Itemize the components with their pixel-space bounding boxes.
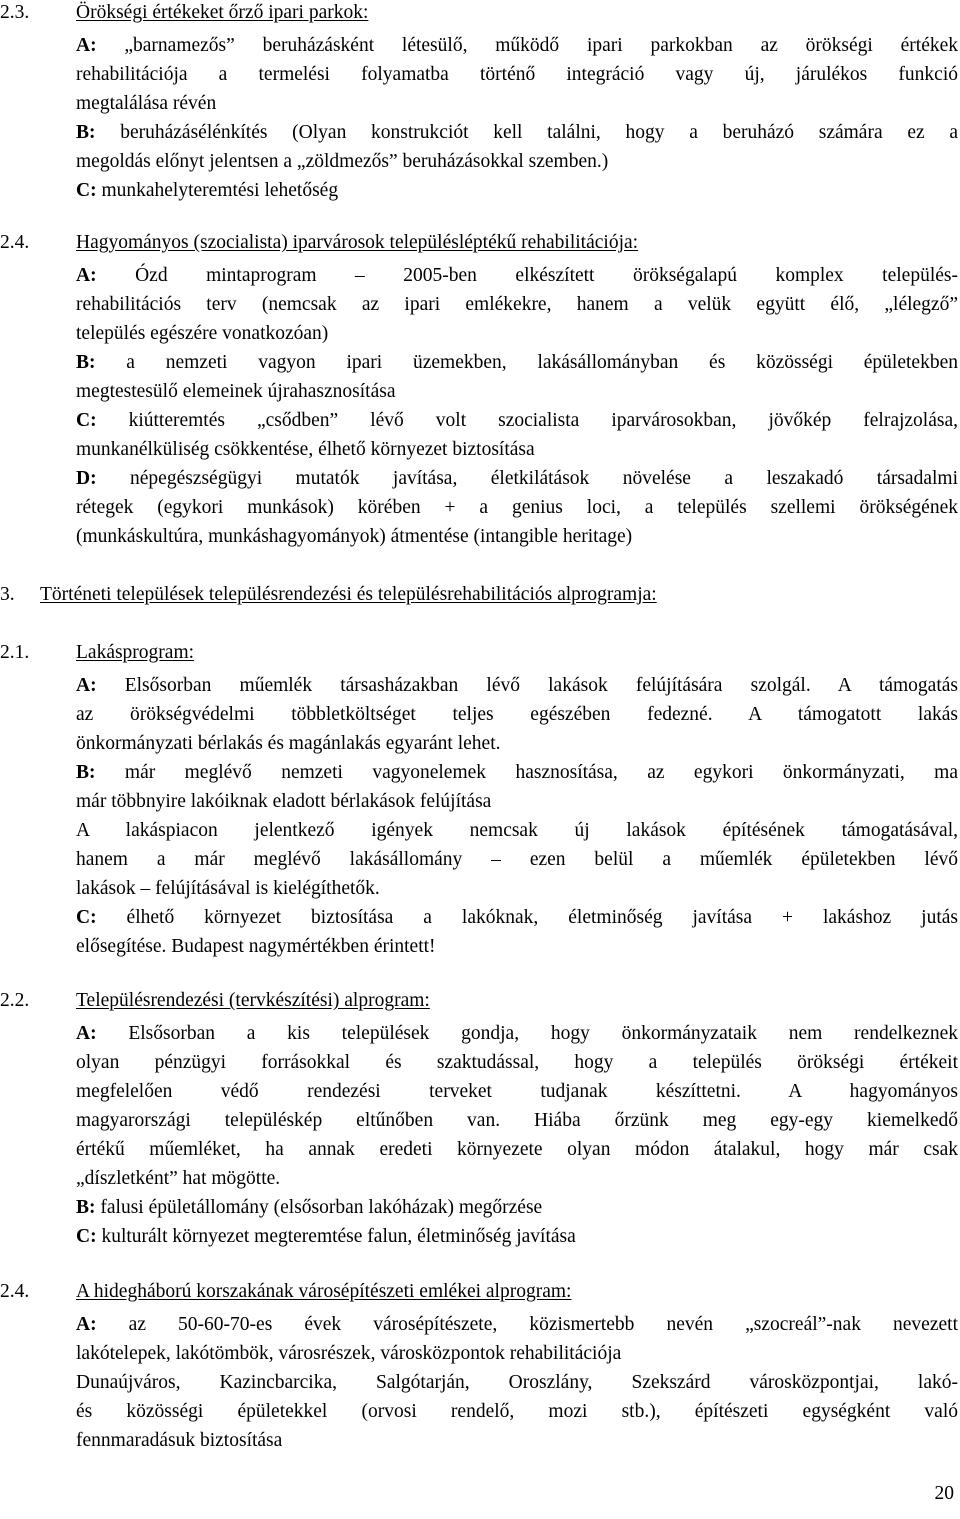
section-title: Településrendezési (tervkészítési) alprogram: <box>76 990 430 1011</box>
text-line: B: falusi épületállomány (elsősorban lakóházak) megőrzése <box>76 1197 543 1218</box>
text-line: elősegítése. Budapest nagymértékben érintett! <box>76 936 436 957</box>
text-line: rehabilitációs terv (nemcsak az ipari emlékekre, hanem a velük együtt élő, „lélegző” <box>76 294 958 315</box>
section-body <box>76 31 958 205</box>
text-line: C: kulturált környezet megteremtése falun, életminőség javítása <box>76 1226 576 1247</box>
section-body <box>76 1310 958 1455</box>
section-title: Örökségi értékeket őrző ipari parkok: <box>76 2 369 23</box>
section-body <box>76 671 958 961</box>
text-line: olyan pénzügyi forrásokkal és szaktudással, hogy a település örökségi értékeit <box>76 1052 958 1073</box>
section-title: Hagyományos (szocialista) iparvárosok településléptékű rehabilitációja: <box>76 232 639 253</box>
text-line: rehabilitációja a termelési folyamatba történő integráció vagy új, járulékos funkció <box>76 64 958 85</box>
text-line: értékű műemléket, ha annak eredeti környezete olyan módon átalakul, hogy már csak <box>76 1139 958 1160</box>
section-title: Lakásprogram: <box>76 642 195 663</box>
section-number: 2.1. <box>0 642 30 663</box>
page-number: 20 <box>934 1483 954 1504</box>
section-number: 3. <box>0 584 15 605</box>
text-line: B: a nemzeti vagyon ipari üzemekben, lakásállományban és közösségi épületekben <box>76 352 958 373</box>
section-title: A hidegháború korszakának városépítészeti emlékei alprogram: <box>76 1281 572 1302</box>
text-line: munkanélküliség csökkentése, élhető környezet biztosítása <box>76 439 535 460</box>
text-line: A lakáspiacon jelentkező igények nemcsak új lakások építésének támogatásával, <box>76 820 958 841</box>
section-number: 2.4. <box>0 1281 30 1302</box>
text-line: az örökségvédelmi többletköltséget teljes egészében fedezné. A támogatott lakás <box>76 704 958 725</box>
text-line: megtalálása révén <box>76 93 217 114</box>
text-line: már többnyire lakóiknak eladott bérlakások felújítása <box>76 791 492 812</box>
text-line: C: munkahelyteremtési lehetőség <box>76 180 339 201</box>
text-line: B: beruházásélénkítés (Olyan konstrukciót kell találni, hogy a beruházó számára ez a <box>76 122 958 143</box>
text-line: D: népegészségügyi mutatók javítása, életkilátások növelése a leszakadó társadalmi <box>76 468 958 489</box>
section-title: Történeti települések településrendezési és településrehabilitációs alprogramja: <box>40 584 657 605</box>
section-number: 2.2. <box>0 990 30 1011</box>
text-line: A: Ózd mintaprogram – 2005-ben elkészített örökségalapú komplex település- <box>76 265 958 286</box>
text-line: fennmaradásuk biztosítása <box>76 1430 283 1451</box>
text-line: önkormányzati bérlakás és magánlakás egyaránt lehet. <box>76 733 501 754</box>
text-line: A: „barnamezős” beruházásként létesülő, működő ipari parkokban az örökségi értékek <box>76 35 958 56</box>
text-line: megtestesülő elemeinek újrahasznosítása <box>76 381 396 402</box>
text-line: magyarországi településkép eltűnőben van. Hiába őrzünk meg egy-egy kiemelkedő <box>76 1110 958 1131</box>
text-line: „díszletként” hat mögötte. <box>76 1168 281 1189</box>
text-line: A: Elsősorban a kis települések gondja, hogy önkormányzataik nem rendelkeznek <box>76 1023 958 1044</box>
section-number: 2.3. <box>0 2 30 23</box>
text-line: és közösségi épületekkel (orvosi rendelő, mozi stb.), építészeti egységként való <box>76 1401 958 1422</box>
text-line: C: kiútteremtés „csődben” lévő volt szocialista iparvárosokban, jövőkép felrajzolása, <box>76 410 958 431</box>
text-line: A: Elsősorban műemlék társasházakban lévő lakások felújítására szolgál. A támogatás <box>76 675 958 696</box>
text-line: rétegek (egykori munkások) körében + a genius loci, a település szellemi örökségének <box>76 497 958 518</box>
text-line: hanem a már meglévő lakásállomány – ezen belül a műemlék épületekben lévő <box>76 849 958 870</box>
text-line: (munkáskultúra, munkáshagyományok) átmentése (intangible heritage) <box>76 526 633 547</box>
text-line: lakások – felújításával is kielégíthetők. <box>76 878 380 899</box>
text-line: B: már meglévő nemzeti vagyonelemek hasznosítása, az egykori önkormányzati, ma <box>76 762 958 783</box>
text-line: C: élhető környezet biztosítása a lakóknak, életminőség javítása + lakáshoz jutás <box>76 907 958 928</box>
section-number: 2.4. <box>0 232 30 253</box>
text-line: Dunaújváros, Kazincbarcika, Salgótarján, Oroszlány, Szekszárd városközpontjai, lakó- <box>76 1372 958 1393</box>
section-body <box>76 261 958 551</box>
section-body <box>76 1019 958 1251</box>
text-line: A: az 50-60-70-es évek városépítészete, közismertebb nevén „szocreál”-nak nevezett <box>76 1314 958 1335</box>
text-line: megfelelően védő rendezési terveket tudjanak készíttetni. A hagyományos <box>76 1081 958 1102</box>
text-line: település egészére vonatkozóan) <box>76 323 329 344</box>
text-line: megoldás előnyt jelentsen a „zöldmezős” beruházásokkal szemben.) <box>76 151 609 172</box>
text-line: lakótelepek, lakótömbök, városrészek, városközpontok rehabilitációja <box>76 1343 622 1364</box>
